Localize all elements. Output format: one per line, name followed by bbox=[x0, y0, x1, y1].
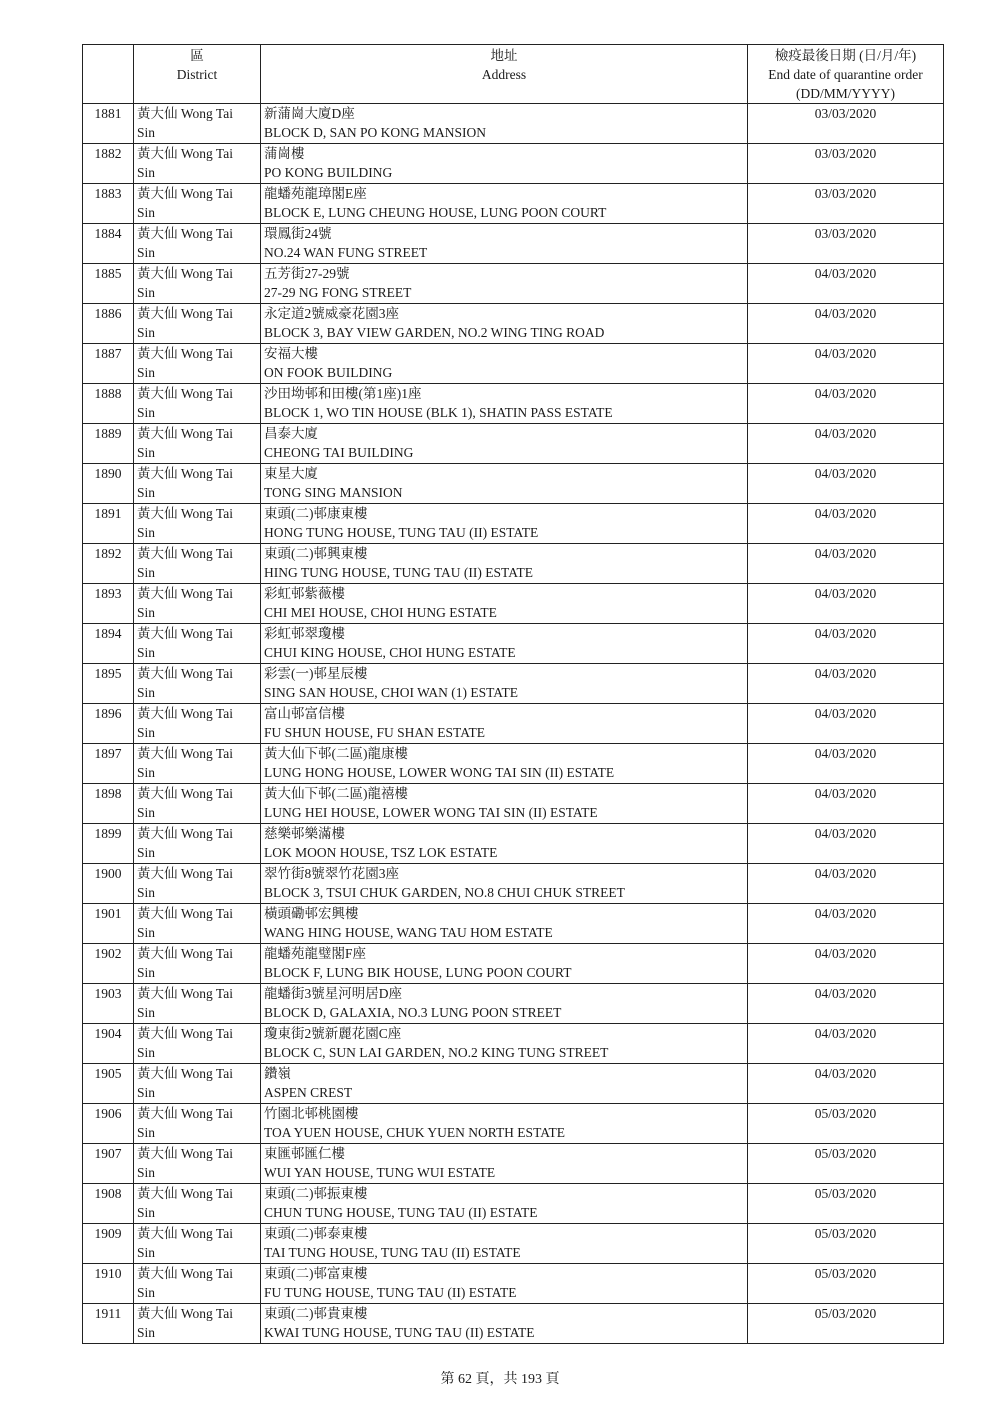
address-en: BLOCK D, SAN PO KONG MANSION bbox=[264, 125, 487, 140]
district-line-2: Sin bbox=[137, 1245, 156, 1260]
address-en: BLOCK C, SUN LAI GARDEN, NO.2 KING TUNG STREET bbox=[264, 1045, 609, 1060]
row-end-date: 04/03/2020 bbox=[748, 784, 944, 824]
district-line-1: 黃大仙 Wong Tai bbox=[137, 226, 233, 241]
address-zh: 富山邨富信樓 bbox=[264, 706, 345, 721]
district-line-1: 黃大仙 Wong Tai bbox=[137, 1266, 233, 1281]
row-address bbox=[261, 984, 748, 1024]
row-number: 1898 bbox=[83, 784, 134, 824]
table-row bbox=[83, 1064, 944, 1104]
row-end-date: 04/03/2020 bbox=[748, 424, 944, 464]
district-line-2: Sin bbox=[137, 1285, 156, 1300]
row-district bbox=[134, 1224, 261, 1264]
quarantine-table bbox=[82, 44, 944, 1344]
row-end-date: 04/03/2020 bbox=[748, 384, 944, 424]
table-row bbox=[83, 944, 944, 984]
district-line-1: 黃大仙 Wong Tai bbox=[137, 1026, 233, 1041]
address-en: BLOCK F, LUNG BIK HOUSE, LUNG POON COURT bbox=[264, 965, 572, 980]
row-end-date: 04/03/2020 bbox=[748, 264, 944, 304]
district-line-2: Sin bbox=[137, 1325, 156, 1340]
table-row bbox=[83, 704, 944, 744]
row-address bbox=[261, 304, 748, 344]
row-number: 1894 bbox=[83, 624, 134, 664]
row-address bbox=[261, 704, 748, 744]
district-line-2: Sin bbox=[137, 845, 156, 860]
district-line-1: 黃大仙 Wong Tai bbox=[137, 146, 233, 161]
address-en: TONG SING MANSION bbox=[264, 485, 403, 500]
row-number: 1882 bbox=[83, 144, 134, 184]
address-en: BLOCK D, GALAXIA, NO.3 LUNG POON STREET bbox=[264, 1005, 562, 1020]
table-row bbox=[83, 264, 944, 304]
row-address bbox=[261, 504, 748, 544]
address-zh: 翠竹街8號翠竹花園3座 bbox=[264, 866, 399, 881]
district-line-1: 黃大仙 Wong Tai bbox=[137, 946, 233, 961]
row-district bbox=[134, 464, 261, 504]
district-line-1: 黃大仙 Wong Tai bbox=[137, 906, 233, 921]
table-row bbox=[83, 1264, 944, 1304]
address-zh: 鑽嶺 bbox=[264, 1066, 291, 1081]
address-zh: 新蒲崗大廈D座 bbox=[264, 106, 355, 121]
district-line-1: 黃大仙 Wong Tai bbox=[137, 266, 233, 281]
address-en: LUNG HONG HOUSE, LOWER WONG TAI SIN (II) ESTATE bbox=[264, 765, 615, 780]
row-number: 1892 bbox=[83, 544, 134, 584]
table-row bbox=[83, 1304, 944, 1344]
district-line-1: 黃大仙 Wong Tai bbox=[137, 1226, 233, 1241]
district-line-2: Sin bbox=[137, 805, 156, 820]
row-address bbox=[261, 1064, 748, 1104]
row-number: 1903 bbox=[83, 984, 134, 1024]
row-address bbox=[261, 104, 748, 144]
district-line-1: 黃大仙 Wong Tai bbox=[137, 386, 233, 401]
row-address bbox=[261, 1224, 748, 1264]
table-row bbox=[83, 1224, 944, 1264]
table-row bbox=[83, 384, 944, 424]
address-zh: 東頭(二)邨富東樓 bbox=[264, 1266, 368, 1281]
district-line-2: Sin bbox=[137, 925, 156, 940]
table-row bbox=[83, 904, 944, 944]
district-line-2: Sin bbox=[137, 485, 156, 500]
row-district bbox=[134, 1144, 261, 1184]
address-zh: 黃大仙下邨(二區)龍禧樓 bbox=[264, 786, 408, 801]
row-number: 1908 bbox=[83, 1184, 134, 1224]
district-line-2: Sin bbox=[137, 1165, 156, 1180]
district-line-2: Sin bbox=[137, 365, 156, 380]
address-en: CHI MEI HOUSE, CHOI HUNG ESTATE bbox=[264, 605, 497, 620]
address-zh: 橫頭磡邨宏興樓 bbox=[264, 906, 359, 921]
address-en: LOK MOON HOUSE, TSZ LOK ESTATE bbox=[264, 845, 498, 860]
row-district bbox=[134, 224, 261, 264]
row-end-date: 04/03/2020 bbox=[748, 744, 944, 784]
district-line-2: Sin bbox=[137, 525, 156, 540]
header-date-format: (DD/MM/YYYY) bbox=[796, 86, 895, 101]
row-district bbox=[134, 1184, 261, 1224]
row-district bbox=[134, 304, 261, 344]
row-number: 1906 bbox=[83, 1104, 134, 1144]
row-number: 1897 bbox=[83, 744, 134, 784]
row-address bbox=[261, 464, 748, 504]
row-district bbox=[134, 344, 261, 384]
address-en: BLOCK 3, TSUI CHUK GARDEN, NO.8 CHUI CHUK STREET bbox=[264, 885, 625, 900]
address-en: CHUI KING HOUSE, CHOI HUNG ESTATE bbox=[264, 645, 516, 660]
district-line-1: 黃大仙 Wong Tai bbox=[137, 306, 233, 321]
row-district bbox=[134, 1064, 261, 1104]
row-number: 1881 bbox=[83, 104, 134, 144]
row-number: 1900 bbox=[83, 864, 134, 904]
row-district bbox=[134, 944, 261, 984]
row-address bbox=[261, 224, 748, 264]
row-address bbox=[261, 1024, 748, 1064]
address-en: 27-29 NG FONG STREET bbox=[264, 285, 412, 300]
table-row bbox=[83, 624, 944, 664]
address-zh: 龍蟠苑龍璧閣F座 bbox=[264, 946, 367, 961]
row-number: 1909 bbox=[83, 1224, 134, 1264]
row-number: 1904 bbox=[83, 1024, 134, 1064]
district-line-2: Sin bbox=[137, 685, 156, 700]
district-line-1: 黃大仙 Wong Tai bbox=[137, 866, 233, 881]
table-header-row bbox=[83, 45, 944, 104]
address-zh: 蒲崗樓 bbox=[264, 146, 305, 161]
row-address bbox=[261, 944, 748, 984]
table-row bbox=[83, 1144, 944, 1184]
row-number: 1886 bbox=[83, 304, 134, 344]
address-zh: 東頭(二)邨振東樓 bbox=[264, 1186, 368, 1201]
row-end-date: 04/03/2020 bbox=[748, 624, 944, 664]
row-end-date: 04/03/2020 bbox=[748, 464, 944, 504]
district-line-1: 黃大仙 Wong Tai bbox=[137, 746, 233, 761]
row-number: 1893 bbox=[83, 584, 134, 624]
row-end-date: 04/03/2020 bbox=[748, 1024, 944, 1064]
row-end-date: 04/03/2020 bbox=[748, 584, 944, 624]
row-district bbox=[134, 824, 261, 864]
table-row bbox=[83, 864, 944, 904]
address-zh: 慈樂邨樂滿樓 bbox=[264, 826, 345, 841]
district-line-1: 黃大仙 Wong Tai bbox=[137, 586, 233, 601]
row-number: 1891 bbox=[83, 504, 134, 544]
row-address bbox=[261, 144, 748, 184]
district-line-2: Sin bbox=[137, 765, 156, 780]
row-district bbox=[134, 144, 261, 184]
address-en: LUNG HEI HOUSE, LOWER WONG TAI SIN (II) ESTATE bbox=[264, 805, 598, 820]
district-line-1: 黃大仙 Wong Tai bbox=[137, 786, 233, 801]
district-line-1: 黃大仙 Wong Tai bbox=[137, 666, 233, 681]
address-en: PO KONG BUILDING bbox=[264, 165, 393, 180]
row-number: 1896 bbox=[83, 704, 134, 744]
district-line-1: 黃大仙 Wong Tai bbox=[137, 1186, 233, 1201]
district-line-2: Sin bbox=[137, 245, 156, 260]
address-zh: 東頭(二)邨貴東樓 bbox=[264, 1306, 368, 1321]
row-address bbox=[261, 904, 748, 944]
table-row bbox=[83, 464, 944, 504]
district-line-1: 黃大仙 Wong Tai bbox=[137, 1066, 233, 1081]
address-zh: 彩虹邨紫薇樓 bbox=[264, 586, 345, 601]
row-number: 1895 bbox=[83, 664, 134, 704]
district-line-1: 黃大仙 Wong Tai bbox=[137, 186, 233, 201]
header-address-zh: 地址 bbox=[490, 48, 518, 63]
row-district bbox=[134, 384, 261, 424]
row-end-date: 04/03/2020 bbox=[748, 904, 944, 944]
district-line-2: Sin bbox=[137, 325, 156, 340]
table-row bbox=[83, 424, 944, 464]
table-row bbox=[83, 664, 944, 704]
row-address bbox=[261, 184, 748, 224]
district-line-2: Sin bbox=[137, 885, 156, 900]
address-en: HONG TUNG HOUSE, TUNG TAU (II) ESTATE bbox=[264, 525, 539, 540]
row-district bbox=[134, 544, 261, 584]
table-row bbox=[83, 744, 944, 784]
table-row bbox=[83, 304, 944, 344]
table-row bbox=[83, 104, 944, 144]
row-district bbox=[134, 744, 261, 784]
row-end-date: 05/03/2020 bbox=[748, 1304, 944, 1344]
row-end-date: 04/03/2020 bbox=[748, 304, 944, 344]
row-district bbox=[134, 504, 261, 544]
district-line-1: 黃大仙 Wong Tai bbox=[137, 706, 233, 721]
district-line-1: 黃大仙 Wong Tai bbox=[137, 546, 233, 561]
address-zh: 沙田坳邨和田樓(第1座)1座 bbox=[264, 386, 422, 401]
row-address bbox=[261, 544, 748, 584]
table-row bbox=[83, 184, 944, 224]
row-end-date: 04/03/2020 bbox=[748, 704, 944, 744]
header-end-date bbox=[748, 45, 944, 104]
table-row bbox=[83, 144, 944, 184]
district-line-1: 黃大仙 Wong Tai bbox=[137, 346, 233, 361]
district-line-1: 黃大仙 Wong Tai bbox=[137, 826, 233, 841]
row-district bbox=[134, 264, 261, 304]
row-number: 1884 bbox=[83, 224, 134, 264]
row-district bbox=[134, 664, 261, 704]
address-en: CHUN TUNG HOUSE, TUNG TAU (II) ESTATE bbox=[264, 1205, 538, 1220]
row-number: 1890 bbox=[83, 464, 134, 504]
address-zh: 東星大廈 bbox=[264, 466, 318, 481]
row-number: 1905 bbox=[83, 1064, 134, 1104]
address-en: WANG HING HOUSE, WANG TAU HOM ESTATE bbox=[264, 925, 553, 940]
address-zh: 龍蟠街3號星河明居D座 bbox=[264, 986, 402, 1001]
row-end-date: 05/03/2020 bbox=[748, 1144, 944, 1184]
row-address bbox=[261, 1264, 748, 1304]
address-en: SING SAN HOUSE, CHOI WAN (1) ESTATE bbox=[264, 685, 519, 700]
address-en: HING TUNG HOUSE, TUNG TAU (II) ESTATE bbox=[264, 565, 533, 580]
row-end-date: 03/03/2020 bbox=[748, 104, 944, 144]
address-zh: 彩虹邨翠瓊樓 bbox=[264, 626, 345, 641]
address-zh: 東匯邨匯仁樓 bbox=[264, 1146, 345, 1161]
district-line-1: 黃大仙 Wong Tai bbox=[137, 1146, 233, 1161]
row-address bbox=[261, 264, 748, 304]
address-en: BLOCK E, LUNG CHEUNG HOUSE, LUNG POON COURT bbox=[264, 205, 607, 220]
address-zh: 安福大樓 bbox=[264, 346, 318, 361]
address-en: CHEONG TAI BUILDING bbox=[264, 445, 414, 460]
address-en: TAI TUNG HOUSE, TUNG TAU (II) ESTATE bbox=[264, 1245, 521, 1260]
address-en: BLOCK 1, WO TIN HOUSE (BLK 1), SHATIN PASS ESTATE bbox=[264, 405, 613, 420]
row-address bbox=[261, 584, 748, 624]
header-date-zh: 檢疫最後日期 (日/月/年) bbox=[774, 48, 917, 63]
district-line-2: Sin bbox=[137, 205, 156, 220]
district-line-2: Sin bbox=[137, 445, 156, 460]
row-number: 1899 bbox=[83, 824, 134, 864]
address-en: FU SHUN HOUSE, FU SHAN ESTATE bbox=[264, 725, 485, 740]
row-end-date: 03/03/2020 bbox=[748, 224, 944, 264]
table-row bbox=[83, 224, 944, 264]
row-end-date: 04/03/2020 bbox=[748, 944, 944, 984]
row-end-date: 03/03/2020 bbox=[748, 144, 944, 184]
row-district bbox=[134, 784, 261, 824]
row-address bbox=[261, 864, 748, 904]
row-end-date: 03/03/2020 bbox=[748, 184, 944, 224]
row-address bbox=[261, 1304, 748, 1344]
row-end-date: 04/03/2020 bbox=[748, 544, 944, 584]
row-address bbox=[261, 1104, 748, 1144]
table-row bbox=[83, 984, 944, 1024]
row-district bbox=[134, 104, 261, 144]
row-address bbox=[261, 624, 748, 664]
district-line-2: Sin bbox=[137, 125, 156, 140]
address-en: ASPEN CREST bbox=[264, 1085, 353, 1100]
district-line-1: 黃大仙 Wong Tai bbox=[137, 506, 233, 521]
row-number: 1885 bbox=[83, 264, 134, 304]
address-en: ON FOOK BUILDING bbox=[264, 365, 393, 380]
address-zh: 五芳街27-29號 bbox=[264, 266, 350, 281]
district-line-2: Sin bbox=[137, 165, 156, 180]
page-footer: 第 62 頁，共 193 頁 bbox=[440, 1372, 560, 1387]
row-district bbox=[134, 424, 261, 464]
district-line-2: Sin bbox=[137, 1205, 156, 1220]
address-zh: 黃大仙下邨(二區)龍康樓 bbox=[264, 746, 408, 761]
row-end-date: 04/03/2020 bbox=[748, 984, 944, 1024]
district-line-1: 黃大仙 Wong Tai bbox=[137, 626, 233, 641]
row-district bbox=[134, 1304, 261, 1344]
row-number: 1888 bbox=[83, 384, 134, 424]
address-en: FU TUNG HOUSE, TUNG TAU (II) ESTATE bbox=[264, 1285, 517, 1300]
address-zh: 東頭(二)邨泰東樓 bbox=[264, 1226, 368, 1241]
row-district bbox=[134, 584, 261, 624]
address-zh: 東頭(二)邨興東樓 bbox=[264, 546, 368, 561]
row-number: 1887 bbox=[83, 344, 134, 384]
row-address bbox=[261, 664, 748, 704]
address-en: TOA YUEN HOUSE, CHUK YUEN NORTH ESTATE bbox=[264, 1125, 565, 1140]
district-line-1: 黃大仙 Wong Tai bbox=[137, 1106, 233, 1121]
row-district bbox=[134, 904, 261, 944]
table-row bbox=[83, 1024, 944, 1064]
row-end-date: 04/03/2020 bbox=[748, 864, 944, 904]
row-end-date: 04/03/2020 bbox=[748, 824, 944, 864]
table-row bbox=[83, 784, 944, 824]
row-address bbox=[261, 344, 748, 384]
address-zh: 瓊東街2號新麗花園C座 bbox=[264, 1026, 402, 1041]
row-district bbox=[134, 984, 261, 1024]
district-line-2: Sin bbox=[137, 1005, 156, 1020]
row-end-date: 05/03/2020 bbox=[748, 1184, 944, 1224]
row-end-date: 04/03/2020 bbox=[748, 1064, 944, 1104]
district-line-1: 黃大仙 Wong Tai bbox=[137, 466, 233, 481]
district-line-2: Sin bbox=[137, 605, 156, 620]
table-row bbox=[83, 584, 944, 624]
table-row bbox=[83, 544, 944, 584]
district-line-1: 黃大仙 Wong Tai bbox=[137, 1306, 233, 1321]
district-line-2: Sin bbox=[137, 285, 156, 300]
row-address bbox=[261, 424, 748, 464]
row-end-date: 04/03/2020 bbox=[748, 504, 944, 544]
row-end-date: 05/03/2020 bbox=[748, 1224, 944, 1264]
district-line-2: Sin bbox=[137, 1085, 156, 1100]
row-number: 1907 bbox=[83, 1144, 134, 1184]
row-number: 1902 bbox=[83, 944, 134, 984]
district-line-2: Sin bbox=[137, 405, 156, 420]
row-district bbox=[134, 1104, 261, 1144]
header-district-en: District bbox=[176, 67, 218, 82]
district-line-2: Sin bbox=[137, 1125, 156, 1140]
address-zh: 東頭(二)邨康東樓 bbox=[264, 506, 368, 521]
header-district bbox=[134, 45, 261, 104]
address-zh: 永定道2號威豪花園3座 bbox=[264, 306, 399, 321]
address-en: KWAI TUNG HOUSE, TUNG TAU (II) ESTATE bbox=[264, 1325, 535, 1340]
address-zh: 環鳳街24號 bbox=[264, 226, 332, 241]
district-line-2: Sin bbox=[137, 725, 156, 740]
table-row bbox=[83, 1184, 944, 1224]
row-district bbox=[134, 1264, 261, 1304]
header-address-en: Address bbox=[481, 67, 527, 82]
table-row bbox=[83, 504, 944, 544]
district-line-1: 黃大仙 Wong Tai bbox=[137, 986, 233, 1001]
row-number: 1910 bbox=[83, 1264, 134, 1304]
row-end-date: 05/03/2020 bbox=[748, 1264, 944, 1304]
row-end-date: 04/03/2020 bbox=[748, 664, 944, 704]
row-end-date: 04/03/2020 bbox=[748, 344, 944, 384]
address-zh: 竹園北邨桃園樓 bbox=[264, 1106, 359, 1121]
header-number bbox=[83, 45, 134, 104]
table-row bbox=[83, 1104, 944, 1144]
district-line-2: Sin bbox=[137, 1045, 156, 1060]
row-address bbox=[261, 784, 748, 824]
row-number: 1901 bbox=[83, 904, 134, 944]
address-en: WUI YAN HOUSE, TUNG WUI ESTATE bbox=[264, 1165, 496, 1180]
row-address bbox=[261, 1144, 748, 1184]
row-end-date: 05/03/2020 bbox=[748, 1104, 944, 1144]
header-district-zh: 區 bbox=[190, 48, 204, 63]
district-line-2: Sin bbox=[137, 565, 156, 580]
row-district bbox=[134, 864, 261, 904]
row-district bbox=[134, 184, 261, 224]
district-line-2: Sin bbox=[137, 645, 156, 660]
row-district bbox=[134, 624, 261, 664]
row-address bbox=[261, 384, 748, 424]
address-en: NO.24 WAN FUNG STREET bbox=[264, 245, 428, 260]
row-address bbox=[261, 744, 748, 784]
row-district bbox=[134, 704, 261, 744]
row-number: 1883 bbox=[83, 184, 134, 224]
row-number: 1911 bbox=[83, 1304, 134, 1344]
district-line-2: Sin bbox=[137, 965, 156, 980]
table-row bbox=[83, 824, 944, 864]
address-en: BLOCK 3, BAY VIEW GARDEN, NO.2 WING TING ROAD bbox=[264, 325, 605, 340]
header-address bbox=[261, 45, 748, 104]
district-line-1: 黃大仙 Wong Tai bbox=[137, 106, 233, 121]
header-date-en: End date of quarantine order bbox=[768, 67, 923, 82]
address-zh: 龍蟠苑龍璋閣E座 bbox=[264, 186, 367, 201]
district-line-1: 黃大仙 Wong Tai bbox=[137, 426, 233, 441]
row-district bbox=[134, 1024, 261, 1064]
address-zh: 彩雲(一)邨星辰樓 bbox=[264, 666, 368, 681]
row-address bbox=[261, 1184, 748, 1224]
row-number: 1889 bbox=[83, 424, 134, 464]
row-address bbox=[261, 824, 748, 864]
table-row bbox=[83, 344, 944, 384]
address-zh: 昌泰大廈 bbox=[264, 426, 318, 441]
